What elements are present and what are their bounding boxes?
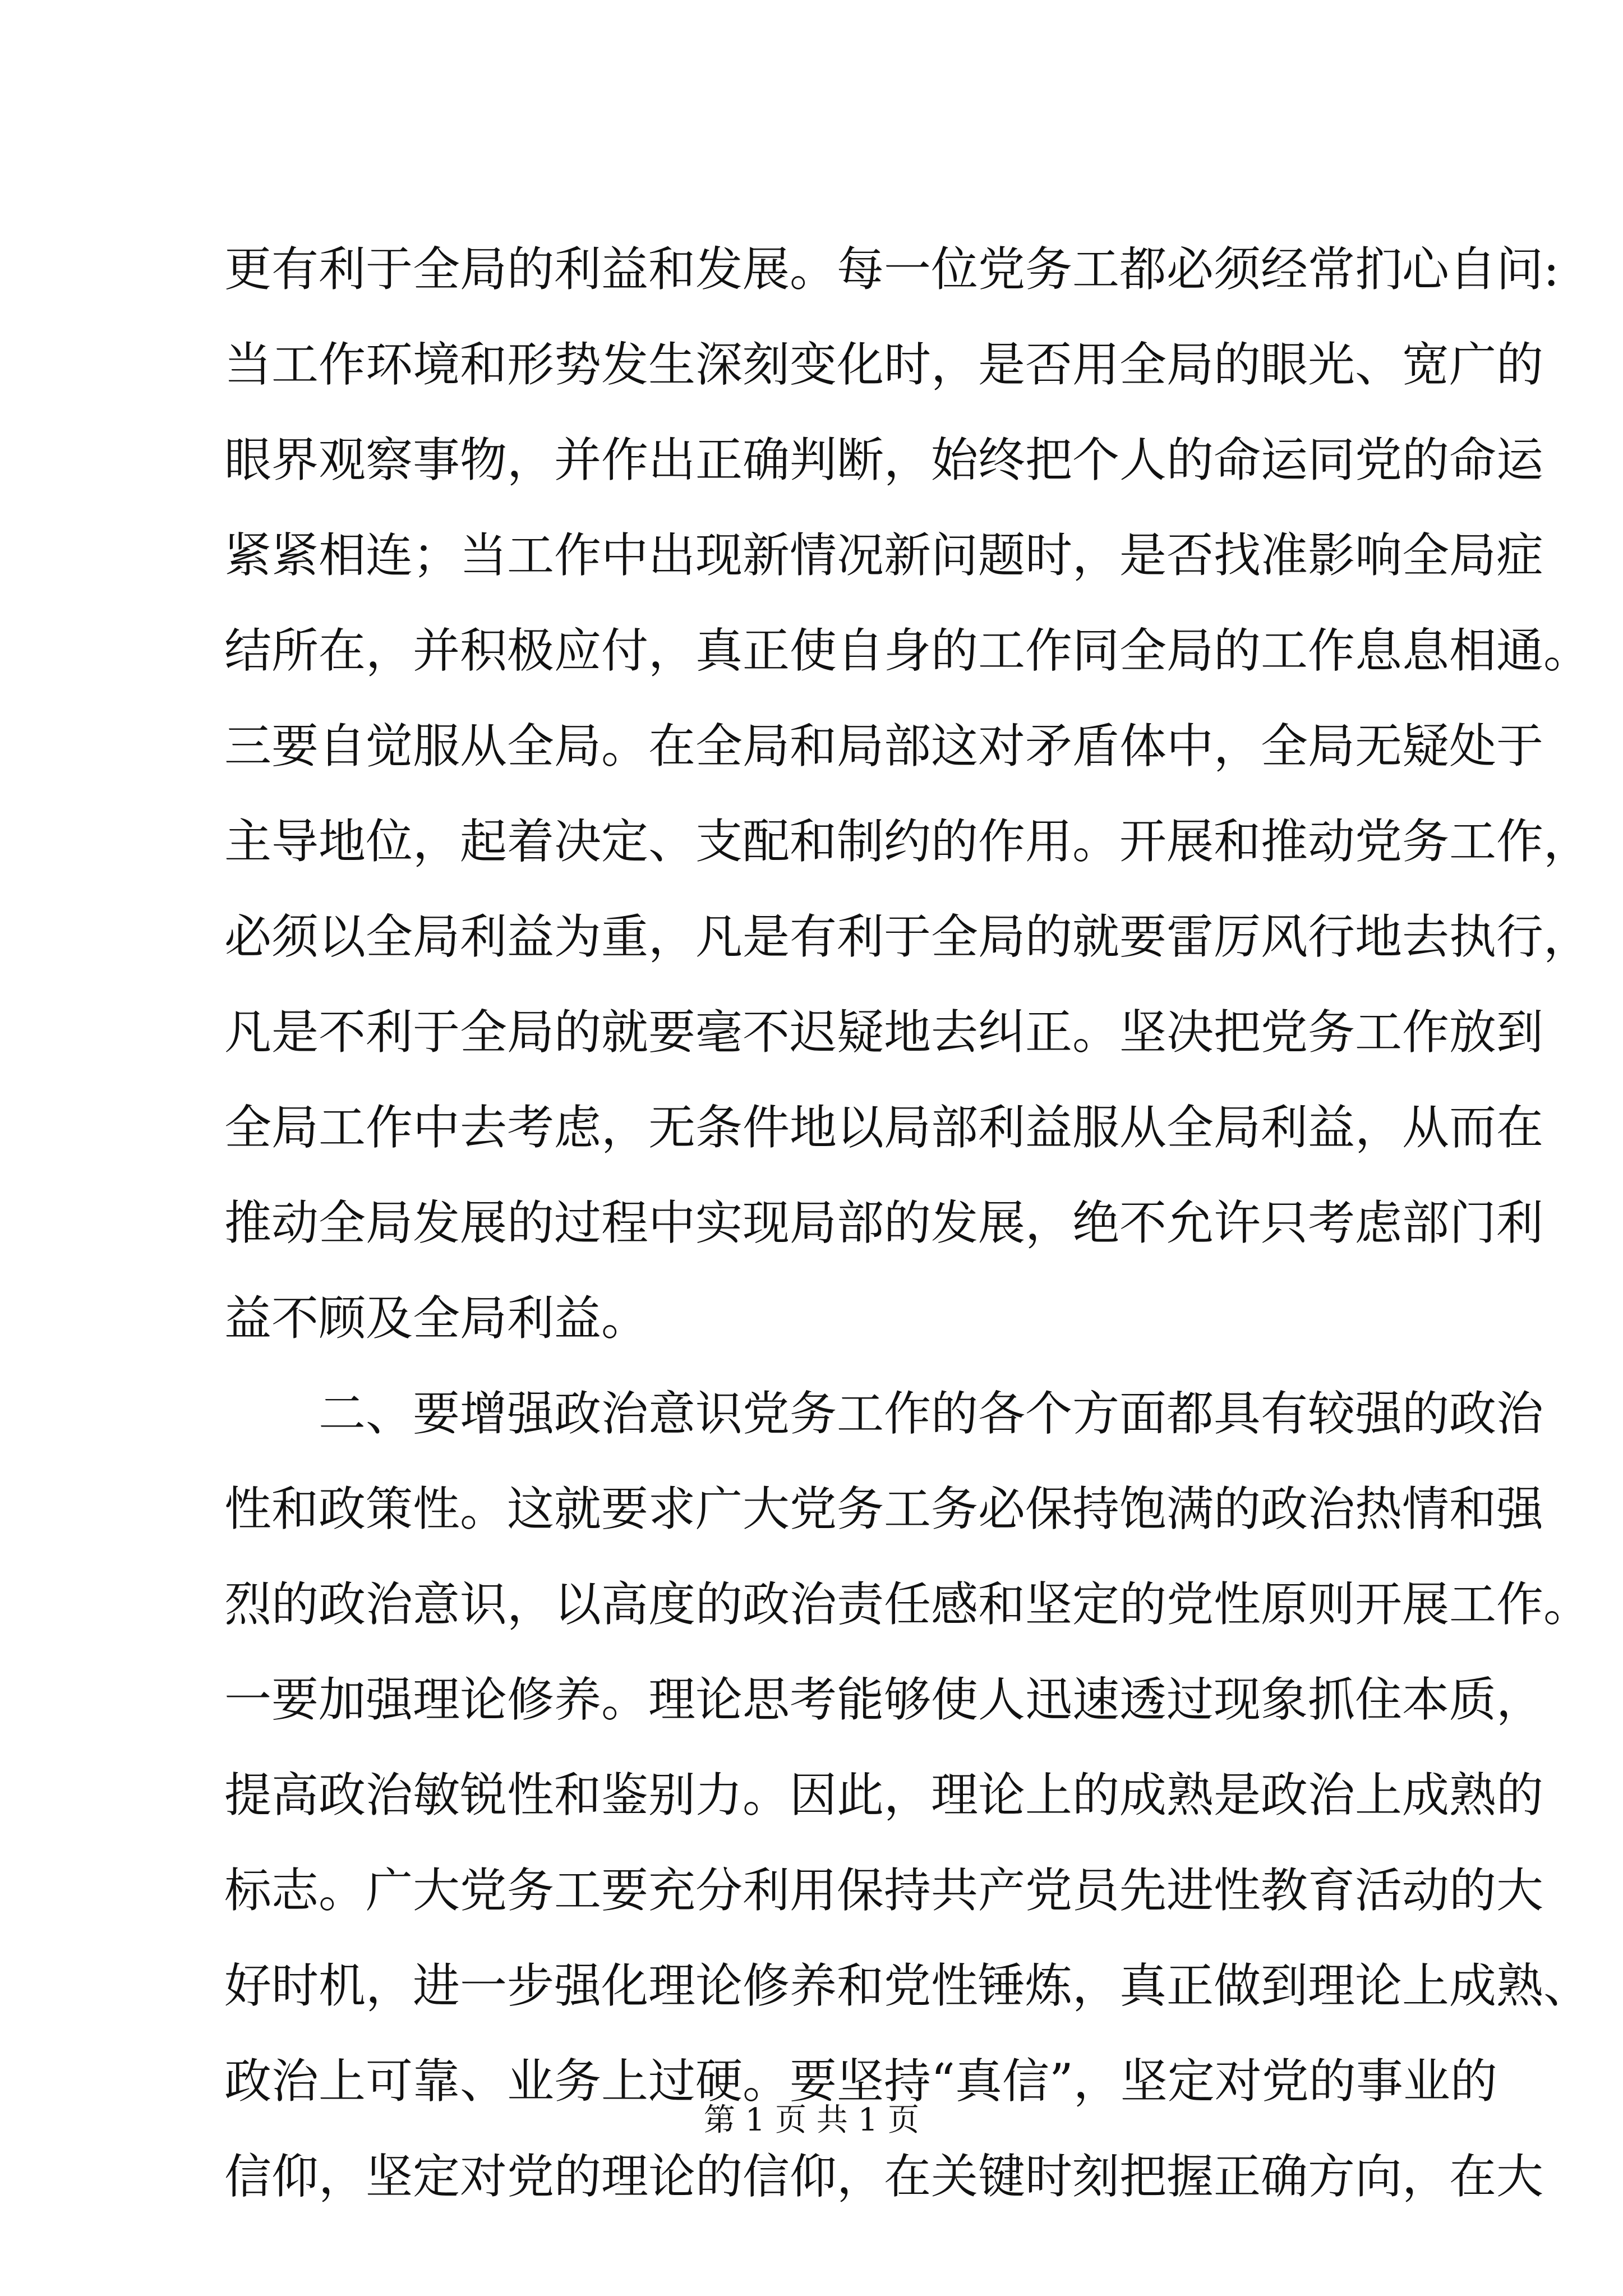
text-line: 政治上可靠、业务上过硬。要坚持“真信”，坚定对党的事业的	[224, 2054, 1497, 2109]
text-line: 烈的政治意识，以高度的政治责任感和坚定的党性原则开展工作。	[224, 1577, 1591, 1632]
text-line: 全局工作中去考虑，无条件地以局部利益服从全局利益，从而在	[224, 1100, 1544, 1155]
text-line: 一要加强理论修养。理论思考能够使人迅速透过现象抓住本质，	[224, 1672, 1544, 1727]
text-line: 更有利于全局的利益和发展。每一位党务工都必须经常扪心自问:	[224, 242, 1560, 297]
text-line: 眼界观察事物，并作出正确判断，始终把个人的命运同党的命运	[224, 432, 1544, 487]
text-line: 二、要增强政治意识党务工作的各个方面都具有较强的政治	[319, 1386, 1544, 1441]
text-line: 信仰，坚定对党的理论的信仰，在关键时刻把握正确方向，在大	[224, 2149, 1544, 2204]
text-line: 主导地位，起着决定、支配和制约的作用。开展和推动党务工作，	[224, 814, 1591, 869]
text-line: 好时机，进一步强化理论修养和党性锤炼，真正做到理论上成熟、	[224, 1958, 1591, 2013]
text-line: 紧紧相连；当工作中出现新情况新问题时，是否找准影响全局症	[224, 528, 1544, 583]
text-line: 当工作环境和形势发生深刻变化时，是否用全局的眼光、宽广的	[224, 337, 1544, 392]
text-line: 提高政治敏锐性和鉴别力。因此，理论上的成熟是政治上成熟的	[224, 1768, 1544, 1823]
text-line: 推动全局发展的过程中实现局部的发展，绝不允许只考虑部门利	[224, 1195, 1544, 1250]
text-line: 性和政策性。这就要求广大党务工务必保持饱满的政治热情和强	[224, 1481, 1544, 1536]
text-line: 益不顾及全局利益。	[224, 1291, 649, 1346]
text-line: 三要自觉服从全局。在全局和局部这对矛盾体中，全局无疑处于	[224, 719, 1544, 774]
text-line: 必须以全局利益为重，凡是有利于全局的就要雷厉风行地去执行，	[224, 909, 1591, 964]
text-line: 凡是不利于全局的就要毫不迟疑地去纠正。坚决把党务工作放到	[224, 1005, 1544, 1060]
text-line: 标志。广大党务工要充分利用保持共产党员先进性教育活动的大	[224, 1863, 1544, 1918]
text-line: 结所在，并积极应付，真正使自身的工作同全局的工作息息相通。	[224, 623, 1591, 678]
document-body	[224, 222, 1591, 2224]
page-footer: 第 1 页 共 1 页	[703, 2102, 920, 2138]
